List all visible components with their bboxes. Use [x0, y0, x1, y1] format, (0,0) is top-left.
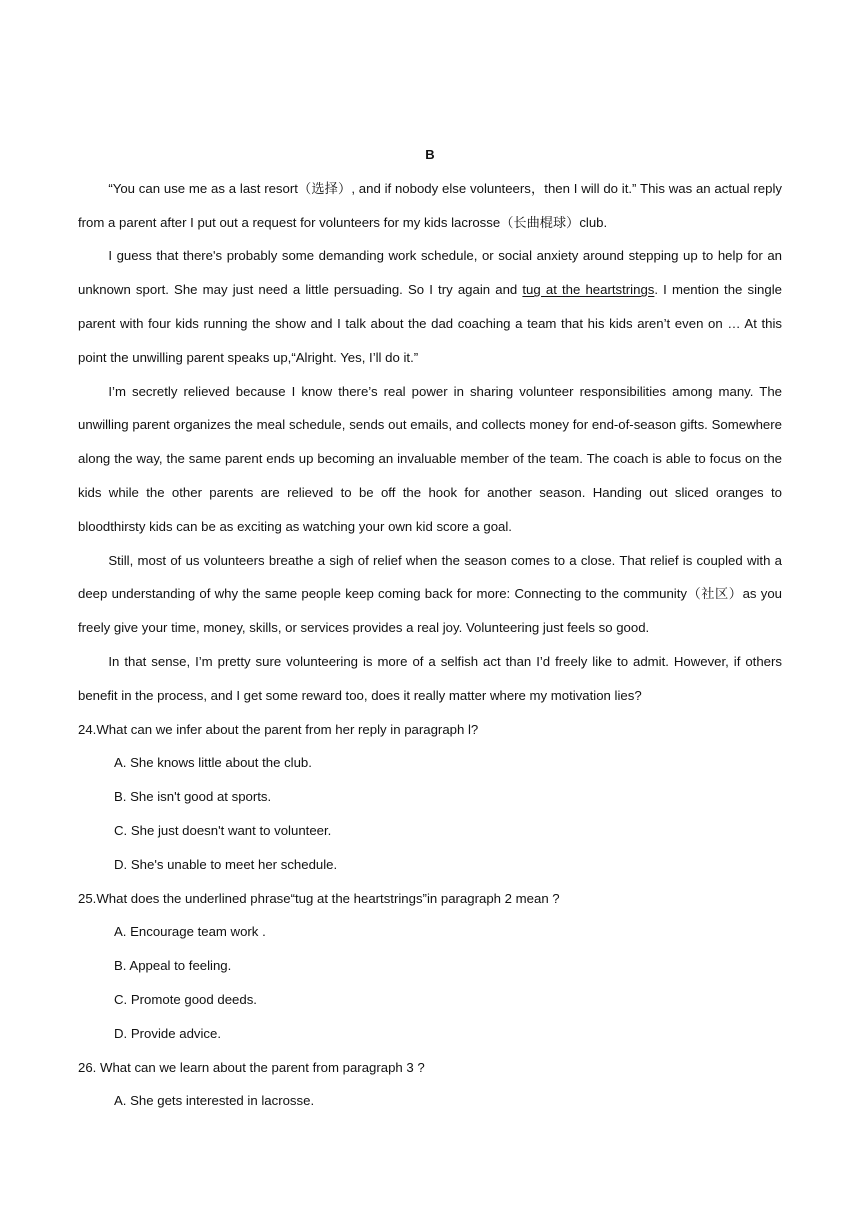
option-d: D. She's unable to meet her schedule. [114, 856, 338, 872]
option-c: C. Promote good deeds. [114, 991, 257, 1007]
question-24 [78, 713, 782, 882]
question-stem: 25.What does the underlined phrase“tug at the heartstrings”in paragraph 2 mean ? [78, 890, 560, 906]
passage-paragraph-2 [78, 239, 782, 374]
question-stem: 24.What can we infer about the parent from her reply in paragraph l? [78, 721, 479, 737]
passage-paragraph-1: “You can use me as a last resort（选择）, and if nobody else volunteers，then I will do it.” This was an actual reply from a parent after I put out a request for volunteers for my kids lacrosse（长曲棍球）club. [78, 180, 782, 230]
question-25 [78, 882, 782, 1051]
option-b: B. She isn't good at sports. [114, 789, 272, 805]
paragraph-2-text-before: I guess that there's probably some demanding work schedule, or social anxiety around stepping up to help for an unknown sport. She may just need a little persuading. So I try again and [78, 248, 782, 298]
passage-paragraph-3: I’m secretly relieved because I know there’s real power in sharing volunteer responsibilities among many. The unwilling parent organizes the meal schedule, sends out emails, and collects money for end-of-season gifts. Somewhere along the way, the same parent ends up becoming an invaluable member of the team. The coach is able to focus on the kids while the other parents are relieved to be off the hook for another season. Handing out sliced oranges to bloodthirsty kids can be as exciting as watching your own kid score a goal. [78, 383, 782, 534]
option-a: A. She gets interested in lacrosse. [114, 1093, 315, 1109]
section-label: B [425, 147, 435, 162]
underlined-phrase: tug at the heartstrings [522, 282, 655, 298]
passage-paragraph-5: In that sense, I’m pretty sure volunteering is more of a selfish act than I’d freely like to admit. However, if others benefit in the process, and I get some reward too, does it really matter where my motivation lies? [78, 653, 782, 703]
question-stem: 26. What can we learn about the parent from paragraph 3 ? [78, 1059, 425, 1075]
option-c: C. She just doesn't want to volunteer. [114, 822, 332, 838]
option-d: D. Provide advice. [114, 1025, 222, 1041]
option-a: A. Encourage team work . [114, 924, 266, 940]
question-26 [78, 1051, 782, 1119]
option-b: B. Appeal to feeling. [114, 958, 232, 974]
document-page [78, 138, 782, 1118]
paragraph-2-text-after: . I mention the single parent with four kids running the show and I talk about the dad coaching a team that his kids aren’t even on … At this point the unwilling parent speaks up,“Alright. Yes, I’ll do it.” [78, 282, 782, 365]
passage-paragraph-4: Still, most of us volunteers breathe a sigh of relief when the season comes to a close. That relief is coupled with a deep understanding of why the same people keep coming back for more: Connecting to the community（社区）as you freely give your time, money, skills, or services provides a real joy. Volunteering just feels so good. [78, 552, 782, 636]
option-a: A. She knows little about the club. [114, 755, 312, 771]
